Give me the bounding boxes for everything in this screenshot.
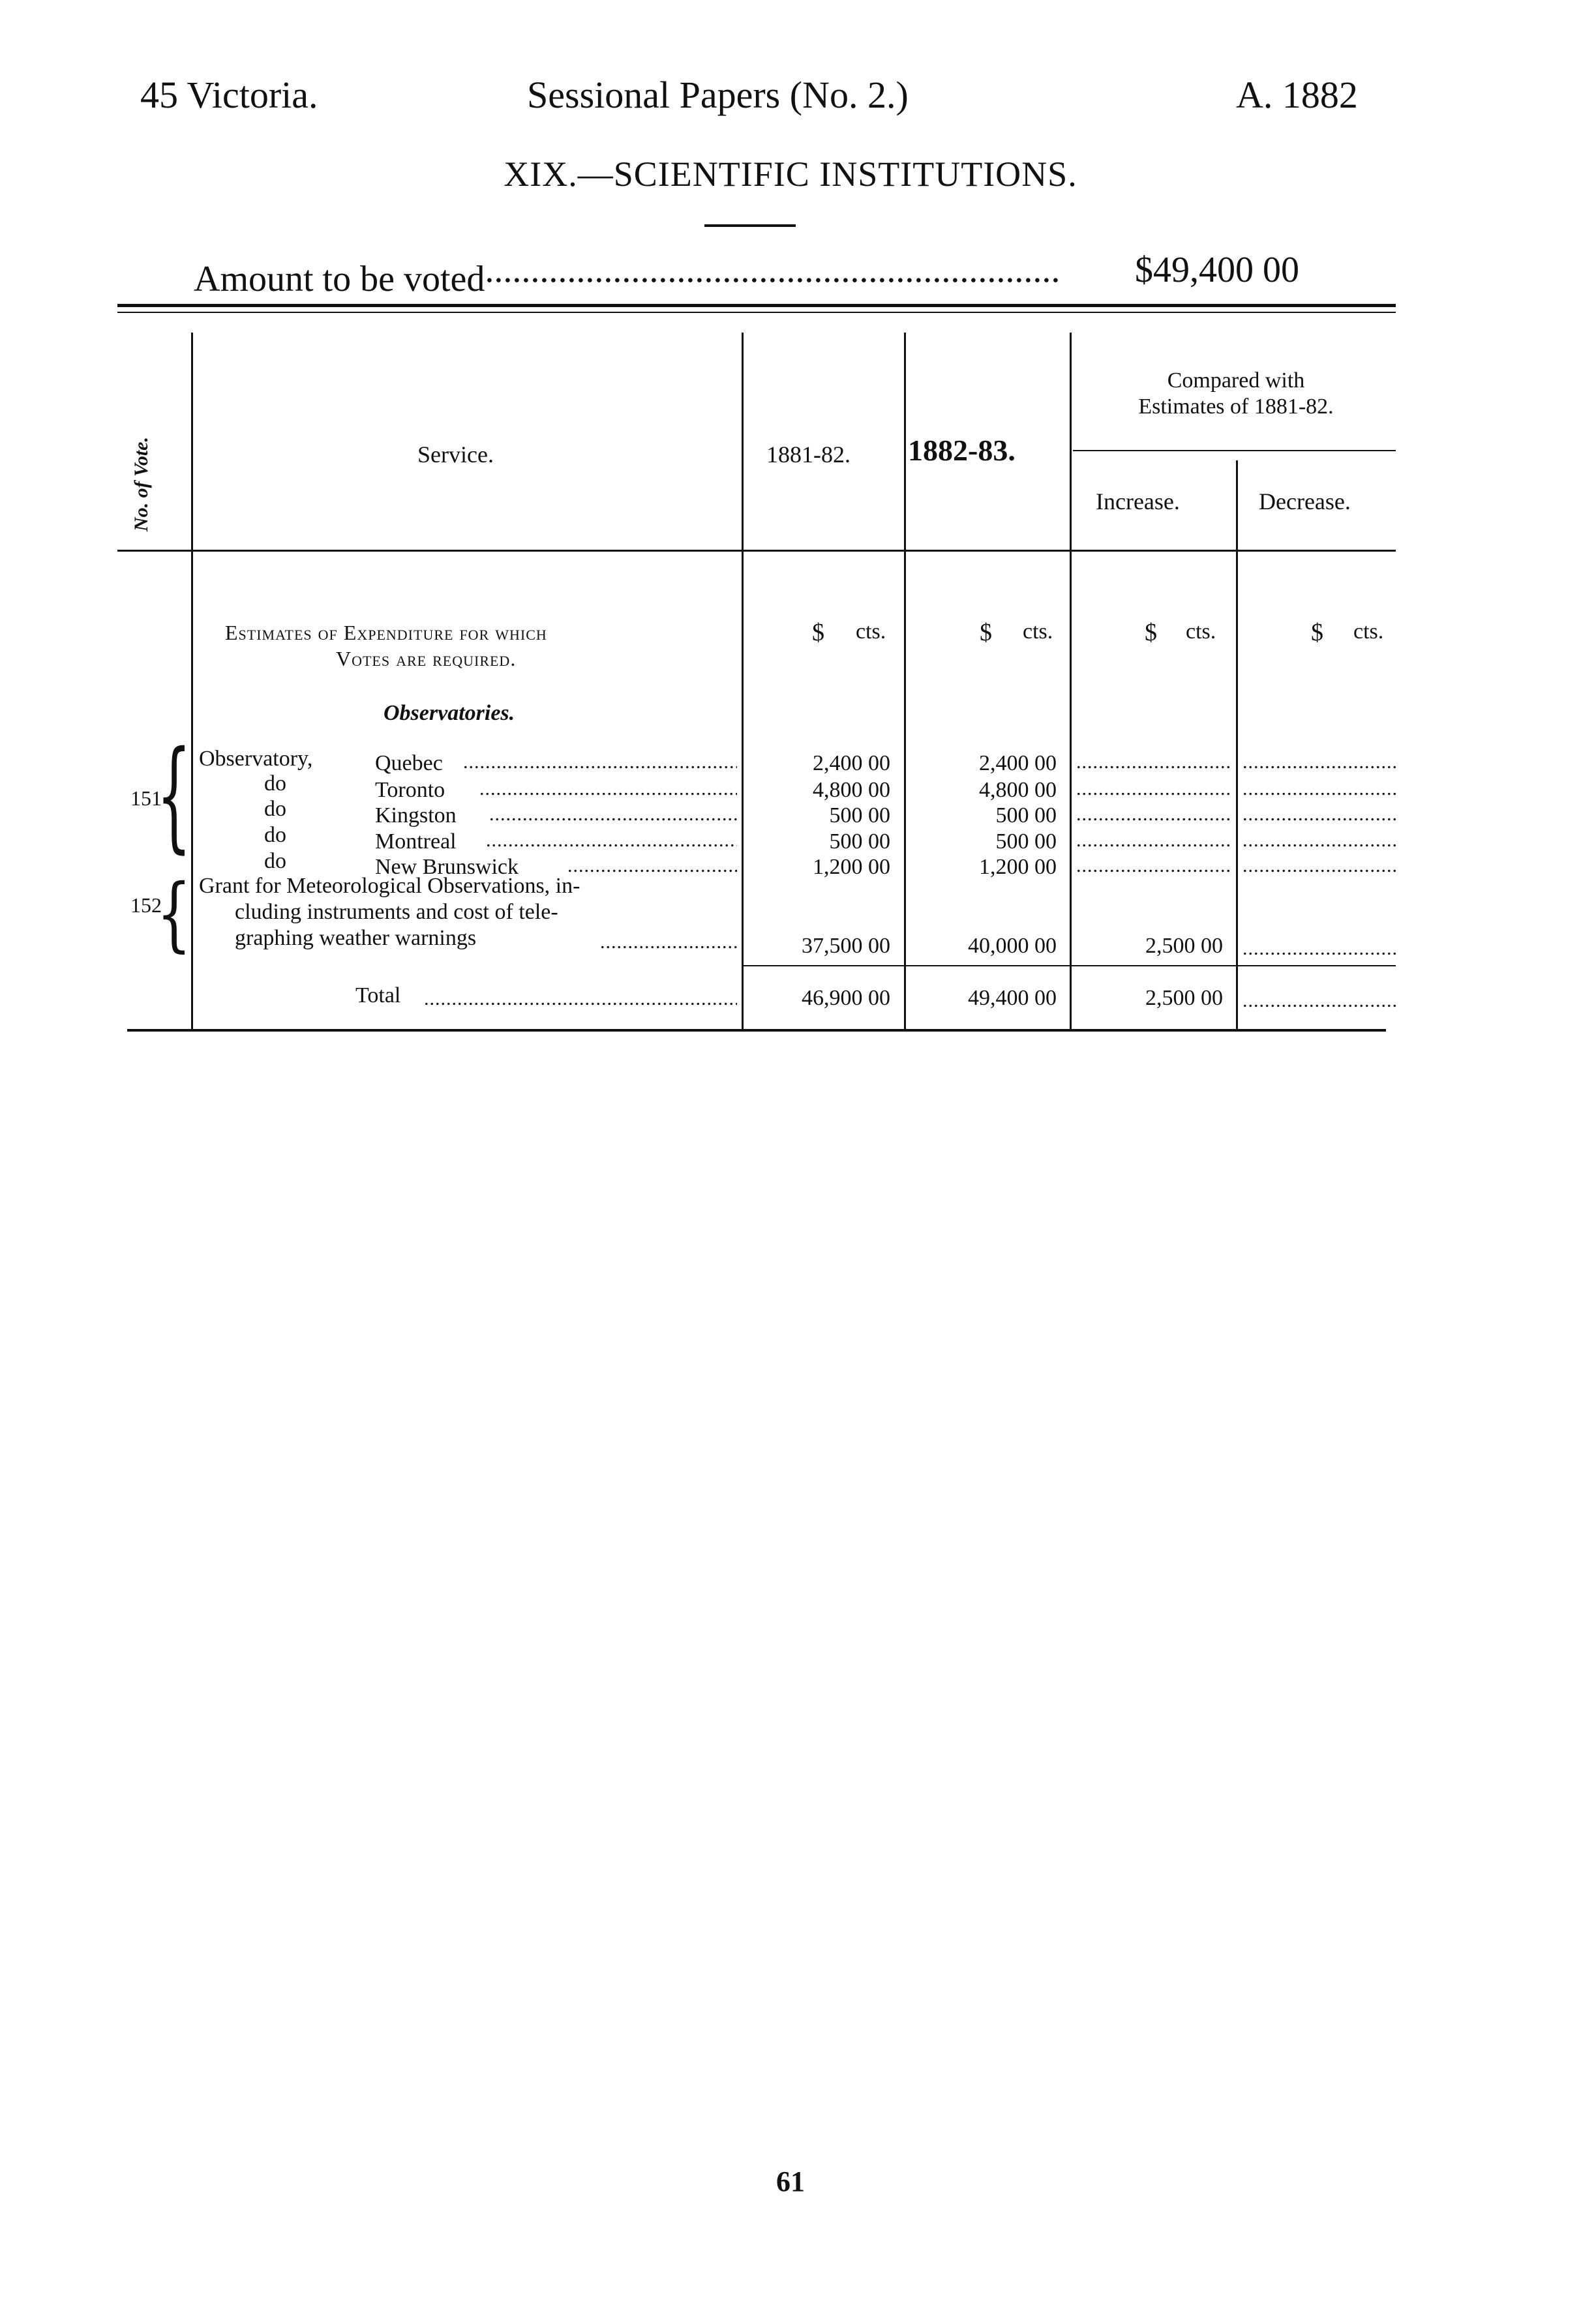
row-service-b: New Brunswick xyxy=(375,855,519,879)
row-y1: 2,400 00 xyxy=(813,751,890,775)
col-sep-inc xyxy=(1236,460,1238,1029)
section-heading-1: Estimates of Expenditure for which xyxy=(225,621,547,644)
unit-inc-dollar: $ xyxy=(1145,619,1157,646)
table-bottom-rule xyxy=(127,1029,1386,1032)
row-service-b: Toronto xyxy=(375,778,445,802)
row-leader xyxy=(479,778,737,800)
page-number: 61 xyxy=(776,2166,805,2197)
header-y2: 1882-83. xyxy=(908,434,1016,467)
title-rule xyxy=(704,224,796,227)
row-dec-leader xyxy=(1242,778,1396,800)
row-dec-leader xyxy=(1242,803,1396,826)
grant-line-3: graphing weather warnings xyxy=(235,926,477,950)
row-dec-leader xyxy=(1242,855,1396,877)
row-y1: 500 00 xyxy=(829,829,890,854)
col-sep-y1 xyxy=(904,333,906,1029)
unit-dec-cts: cts. xyxy=(1353,619,1384,644)
amount-label xyxy=(194,249,1059,300)
row-inc-leader xyxy=(1076,803,1233,826)
row-y1: 1,200 00 xyxy=(813,855,890,879)
row-service-a: Observatory, xyxy=(199,747,313,771)
grant-line-1: Grant for Meteorological Observations, in- xyxy=(199,874,580,898)
header-vote-no: No. of Vote. xyxy=(130,437,152,531)
amount-value: $49,400 00 xyxy=(1135,250,1299,290)
unit-y2-dollar: $ xyxy=(980,619,992,646)
row-leader xyxy=(567,855,737,877)
header-service: Service. xyxy=(417,441,494,468)
col-sep-y2 xyxy=(1070,333,1072,1029)
unit-y1-cts: cts. xyxy=(856,619,886,644)
row-inc-leader xyxy=(1076,855,1233,877)
total-label: Total xyxy=(355,983,401,1007)
brace-151: { xyxy=(157,725,192,865)
row-y2: 500 00 xyxy=(995,829,1057,854)
section-heading-2: Votes are required. xyxy=(336,647,517,670)
row-service-a: do xyxy=(264,823,286,847)
grant-dec-leader xyxy=(1242,938,1396,960)
row-inc-leader xyxy=(1076,829,1233,852)
total-inc: 2,500 00 xyxy=(1145,986,1223,1010)
grant-line-2: cluding instruments and cost of tele- xyxy=(235,900,558,924)
row-service-b: Quebec xyxy=(375,751,443,775)
row-y2: 1,200 00 xyxy=(979,855,1057,879)
subsection-heading: Observatories. xyxy=(384,701,515,725)
unit-inc-cts: cts. xyxy=(1186,619,1216,644)
total-leader xyxy=(424,988,737,1010)
row-leader xyxy=(463,751,737,773)
header-compared-2: Estimates of 1881-82. xyxy=(1138,395,1334,419)
vote-number-151: 151 xyxy=(130,786,162,810)
row-y1: 4,800 00 xyxy=(813,778,890,802)
row-service-b: Kingston xyxy=(375,803,457,827)
header-center: Sessional Papers (No. 2.) xyxy=(527,74,909,116)
header-left: 45 Victoria. xyxy=(140,74,318,116)
total-y1: 46,900 00 xyxy=(802,986,890,1010)
row-y2: 500 00 xyxy=(995,803,1057,827)
unit-y2-cts: cts. xyxy=(1023,619,1053,644)
row-y2: 4,800 00 xyxy=(979,778,1057,802)
row-service-a: do xyxy=(264,771,286,796)
grant-inc: 2,500 00 xyxy=(1145,934,1223,958)
header-bottom-rule xyxy=(117,550,1396,552)
header-decrease: Decrease. xyxy=(1259,488,1351,514)
row-inc-leader xyxy=(1076,751,1233,773)
row-dec-leader xyxy=(1242,829,1396,852)
page-title: XIX.—SCIENTIFIC INSTITUTIONS. xyxy=(504,155,1077,194)
total-y2: 49,400 00 xyxy=(968,986,1057,1010)
row-service-a: do xyxy=(264,849,286,873)
amount-leader-dots xyxy=(485,249,1059,291)
grant-y2: 40,000 00 xyxy=(968,934,1057,958)
grant-leader xyxy=(600,931,737,953)
compared-divider-rule xyxy=(1073,450,1396,451)
header-right: A. 1882 xyxy=(1236,74,1358,116)
unit-dec-dollar: $ xyxy=(1311,619,1323,646)
row-leader xyxy=(489,803,737,826)
row-inc-leader xyxy=(1076,778,1233,800)
vote-number-152: 152 xyxy=(130,893,162,917)
amount-label-text: Amount to be voted xyxy=(194,259,485,299)
row-service-b: Montreal xyxy=(375,829,457,854)
total-dec-leader xyxy=(1242,990,1396,1012)
grant-y1: 37,500 00 xyxy=(802,934,890,958)
total-rule xyxy=(744,965,1396,966)
table-top-rule-thin xyxy=(117,312,1396,313)
table-top-rule xyxy=(117,304,1396,307)
header-y1: 1881-82. xyxy=(766,441,851,468)
row-leader xyxy=(486,829,737,852)
col-sep-service xyxy=(742,333,744,1029)
row-y2: 2,400 00 xyxy=(979,751,1057,775)
header-increase: Increase. xyxy=(1096,488,1180,514)
row-service-a: do xyxy=(264,797,286,821)
brace-152: { xyxy=(157,867,192,961)
header-compared-1: Compared with xyxy=(1167,368,1305,393)
row-dec-leader xyxy=(1242,751,1396,773)
row-y1: 500 00 xyxy=(829,803,890,827)
unit-y1-dollar: $ xyxy=(812,619,824,646)
